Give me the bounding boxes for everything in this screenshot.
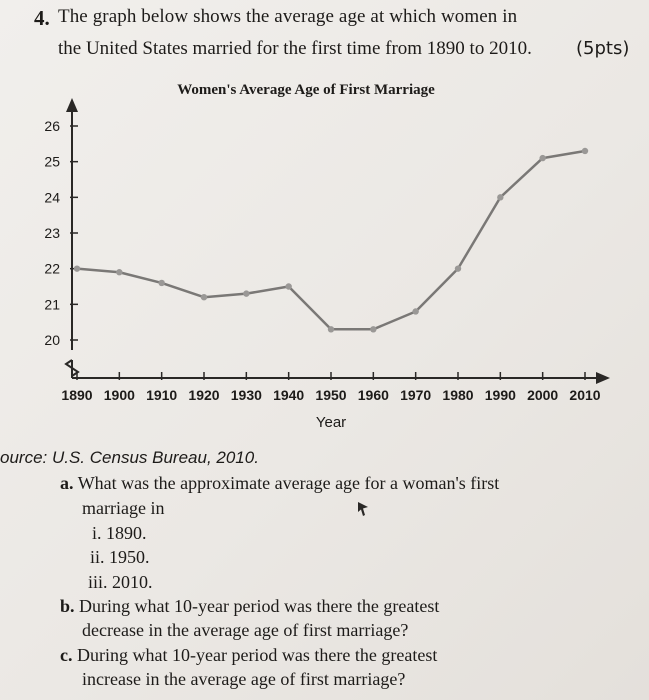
- part-b-label: b.: [60, 596, 75, 616]
- y-tick-label: 20: [44, 332, 60, 348]
- part-c-line2: increase in the average age of first marriage?: [82, 669, 406, 689]
- part-c: [60, 645, 437, 666]
- y-tick-label: 26: [44, 118, 60, 134]
- data-point: [158, 280, 164, 286]
- data-point: [497, 194, 503, 200]
- part-a: [60, 473, 499, 494]
- x-tick-label: 2000: [527, 387, 559, 403]
- question-text-line1: The graph below shows the average age at which women in: [58, 6, 518, 27]
- x-tick-label: 1970: [400, 387, 432, 403]
- part-a-ii: ii. 1950.: [90, 547, 150, 567]
- question-number: 4.: [34, 6, 50, 30]
- line-chart: [0, 70, 649, 445]
- x-tick-label: 1930: [230, 387, 262, 403]
- data-point: [455, 265, 461, 271]
- chart-title: Women's Average Age of First Marriage: [177, 82, 435, 98]
- part-a-line1: What was the approximate average age for a woman's first: [77, 473, 500, 493]
- data-point: [116, 269, 122, 275]
- data-point: [201, 294, 207, 300]
- data-point: [285, 283, 291, 289]
- part-c-label: c.: [60, 645, 73, 665]
- x-tick-label: 1980: [442, 387, 474, 403]
- x-tick-label: 1900: [103, 387, 135, 403]
- part-a-label: a.: [60, 473, 74, 493]
- y-tick-label: 23: [44, 225, 60, 241]
- part-a-line2: marriage in: [82, 498, 165, 518]
- source-note: ource: U.S. Census Bureau, 2010.: [0, 448, 259, 467]
- x-tick-label: 1940: [273, 387, 305, 403]
- y-tick-label: 24: [44, 189, 60, 206]
- question-text-line2: the United States married for the first time from 1890 to 2010.: [58, 38, 532, 59]
- points-note: (5pts): [576, 38, 630, 59]
- x-tick-label: 1910: [146, 387, 178, 403]
- data-point: [243, 290, 249, 296]
- y-tick-label: 22: [44, 260, 60, 277]
- x-tick-label: 1920: [188, 387, 220, 403]
- x-tick-label: 1960: [357, 387, 389, 403]
- x-tick-label: 1990: [484, 387, 516, 403]
- y-axis-arrow: [66, 98, 78, 112]
- mouse-pointer-icon: [356, 501, 370, 517]
- series-line: [77, 151, 585, 329]
- part-b: [60, 596, 439, 617]
- data-point: [328, 326, 334, 332]
- x-tick-label: 1950: [315, 387, 347, 403]
- x-tick-label: 1890: [61, 387, 93, 403]
- y-tick-label: 25: [44, 153, 60, 170]
- part-c-line1: During what 10-year period was there the greatest: [77, 645, 438, 665]
- part-a-iii: iii. 2010.: [88, 572, 153, 592]
- data-point: [370, 326, 376, 332]
- x-axis-arrow: [596, 372, 610, 384]
- data-point: [412, 308, 418, 314]
- x-tick-label: 2010: [569, 387, 601, 403]
- part-b-line2: decrease in the average age of first marriage?: [82, 620, 409, 640]
- y-tick-label: 21: [44, 296, 60, 313]
- data-point: [539, 155, 545, 161]
- data-point: [582, 148, 588, 154]
- x-axis-label: Year: [315, 414, 347, 431]
- data-point: [74, 265, 80, 271]
- part-a-i: i. 1890.: [92, 523, 147, 543]
- part-b-line1: During what 10-year period was there the greatest: [79, 596, 440, 616]
